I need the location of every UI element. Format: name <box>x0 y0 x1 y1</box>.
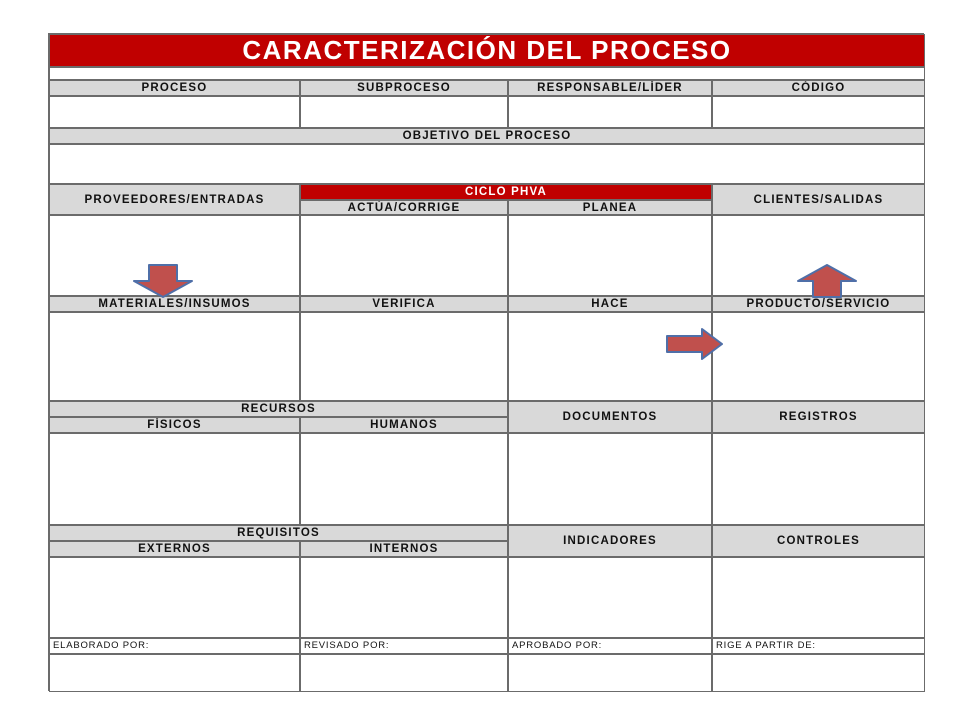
input-humanos[interactable] <box>300 433 508 525</box>
input-producto[interactable] <box>712 312 925 401</box>
header-registros: REGISTROS <box>712 401 925 433</box>
input-rige[interactable] <box>712 654 925 692</box>
input-documentos[interactable] <box>508 433 712 525</box>
process-characterization-form <box>48 33 924 691</box>
header-materiales: MATERIALES/INSUMOS <box>49 296 300 312</box>
input-fisicos[interactable] <box>49 433 300 525</box>
header-documentos: DOCUMENTOS <box>508 401 712 433</box>
input-registros[interactable] <box>712 433 925 525</box>
input-planea[interactable] <box>508 215 712 296</box>
input-revisado[interactable] <box>300 654 508 692</box>
input-elaborado[interactable] <box>49 654 300 692</box>
header-codigo: CÓDIGO <box>712 80 925 96</box>
input-codigo[interactable] <box>712 96 925 128</box>
input-controles[interactable] <box>712 557 925 638</box>
input-actua[interactable] <box>300 215 508 296</box>
header-responsable: RESPONSABLE/LÍDER <box>508 80 712 96</box>
header-humanos: HUMANOS <box>300 417 508 433</box>
input-subproceso[interactable] <box>300 96 508 128</box>
label-aprobado: APROBADO POR: <box>508 638 712 654</box>
header-verifica: VERIFICA <box>300 296 508 312</box>
label-rige: RIGE A PARTIR DE: <box>712 638 925 654</box>
header-controles: CONTROLES <box>712 525 925 557</box>
header-actua: ACTÚA/CORRIGE <box>300 200 508 215</box>
label-revisado: REVISADO POR: <box>300 638 508 654</box>
input-objetivo[interactable] <box>49 144 925 184</box>
title-spacer <box>49 67 925 80</box>
input-aprobado[interactable] <box>508 654 712 692</box>
header-producto: PRODUCTO/SERVICIO <box>712 296 925 312</box>
header-externos: EXTERNOS <box>49 541 300 557</box>
header-objetivo: OBJETIVO DEL PROCESO <box>49 128 925 144</box>
header-clientes: CLIENTES/SALIDAS <box>712 184 925 215</box>
input-proceso[interactable] <box>49 96 300 128</box>
header-subproceso: SUBPROCESO <box>300 80 508 96</box>
input-materiales[interactable] <box>49 312 300 401</box>
header-proceso: PROCESO <box>49 80 300 96</box>
arrow-up-icon <box>796 264 858 298</box>
input-externos[interactable] <box>49 557 300 638</box>
header-proveedores: PROVEEDORES/ENTRADAS <box>49 184 300 215</box>
label-elaborado: ELABORADO POR: <box>49 638 300 654</box>
input-indicadores[interactable] <box>508 557 712 638</box>
form-title: CARACTERIZACIÓN DEL PROCESO <box>49 34 925 67</box>
arrow-down-icon <box>132 264 194 298</box>
header-internos: INTERNOS <box>300 541 508 557</box>
header-planea: PLANEA <box>508 200 712 215</box>
header-fisicos: FÍSICOS <box>49 417 300 433</box>
header-ciclo-phva: CICLO PHVA <box>300 184 712 200</box>
header-recursos: RECURSOS <box>49 401 508 417</box>
input-internos[interactable] <box>300 557 508 638</box>
header-indicadores: INDICADORES <box>508 525 712 557</box>
input-verifica[interactable] <box>300 312 508 401</box>
header-requisitos: REQUISITOS <box>49 525 508 541</box>
header-hace: HACE <box>508 296 712 312</box>
input-responsable[interactable] <box>508 96 712 128</box>
arrow-right-icon <box>666 328 724 360</box>
